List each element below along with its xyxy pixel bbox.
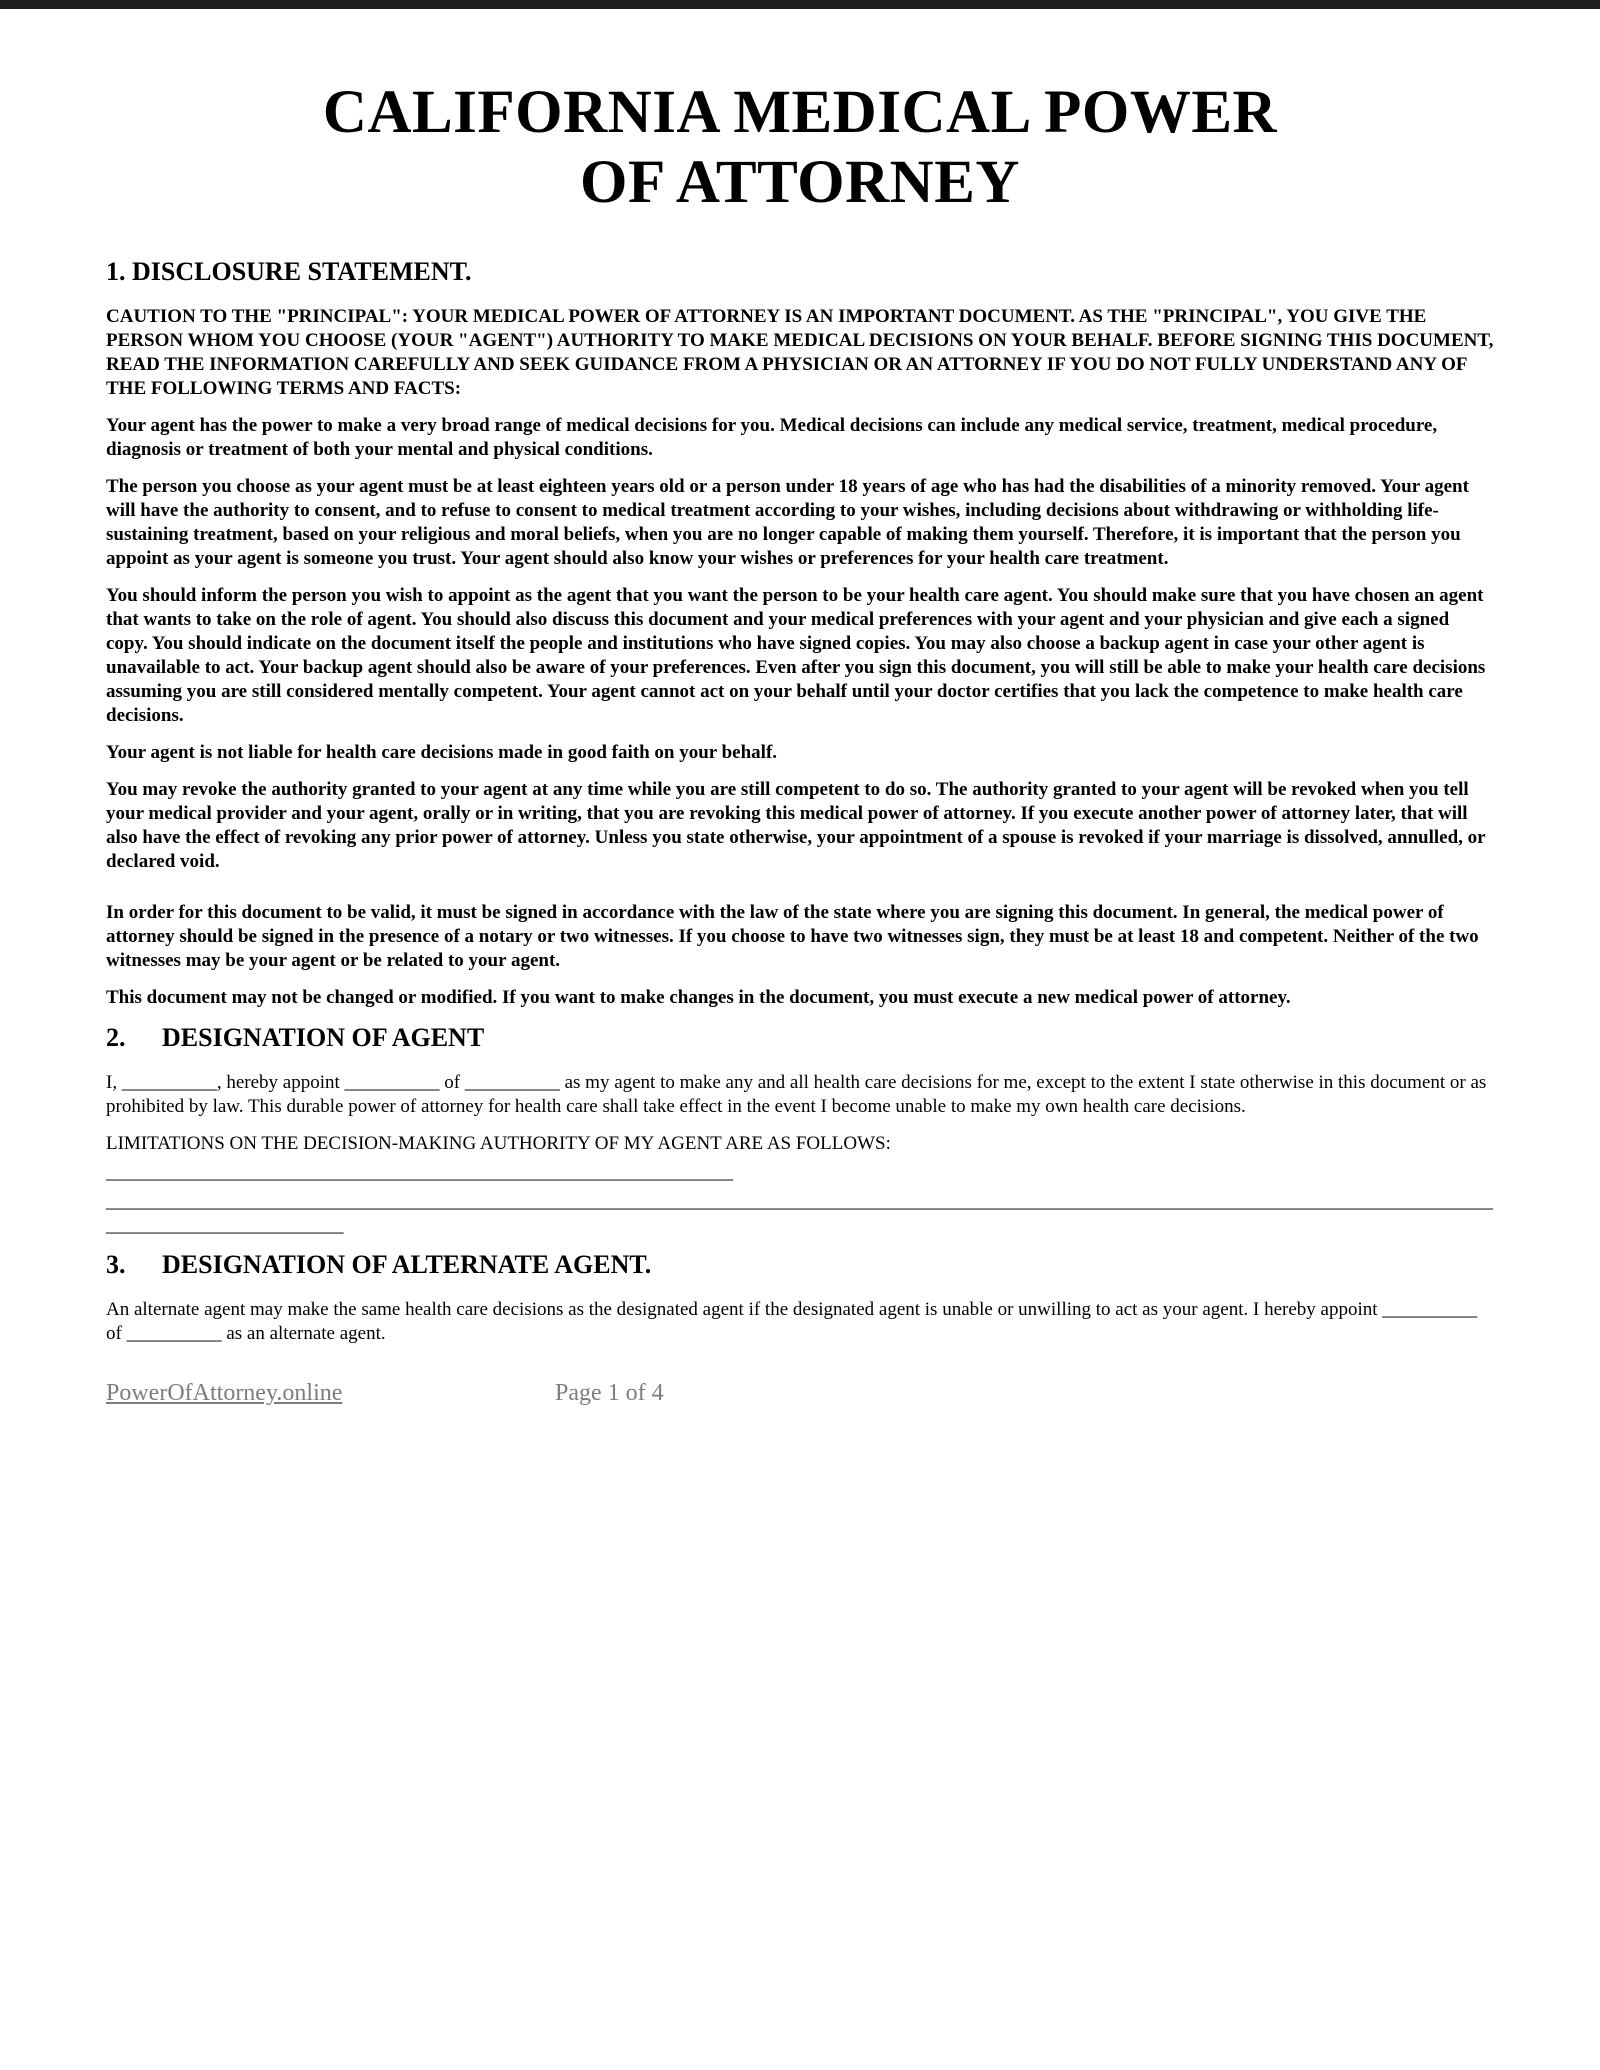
section-3-title: DESIGNATION OF ALTERNATE AGENT. xyxy=(162,1250,652,1280)
section-3-number: 3. xyxy=(106,1250,126,1280)
disclosure-caution-paragraph: CAUTION TO THE "PRINCIPAL": YOUR MEDICAL POWER OF ATTORNEY IS AN IMPORTANT DOCUMENT. AS THE "PRINCIPAL", YOU GIVE THE PERSON WHOM YOU CHOOSE (YOUR "AGENT") AUTHORITY TO MAKE MEDICAL DECISIONS ON YOUR BEHALF. BEFORE SIGNING THIS DOCUMENT, READ THE INFORMATION CAREFULLY AND SEEK GUIDANCE FROM A PHYSICIAN OR AN ATTORNEY IF YOU DO NOT FULLY UNDERSTAND ANY OF THE FOLLOWING TERMS AND FACTS: xyxy=(106,306,1494,400)
disclosure-paragraph-1: Your agent has the power to make a very broad range of medical decisions for you. Medical decisions can include any medical service, treatment, medical procedure, diagnosis or treatment of both your mental and physical conditions. xyxy=(106,415,1438,461)
section-1-heading: 1. DISCLOSURE STATEMENT. xyxy=(106,257,472,287)
disclosure-paragraph-3: You should inform the person you wish to appoint as the agent that you want the person to be your health care agent. You should make sure that you have chosen an agent that wants to take on the role of agent. You should also discuss this document and your medical preferences with your agent and your physician and give each a signed copy. You should indicate on the document itself the people and institutions who have signed copies. You may also choose a backup agent in case your other agent is unavailable to act. Your backup agent should also be aware of your preferences. Even after you sign this document, you will still be able to make your health care decisions assuming you are still considered mentally competent. Your agent cannot act on your behalf until your doctor certifies that you lack the competence to make health care decisions. xyxy=(106,585,1486,727)
limitations-label: LIMITATIONS ON THE DECISION-MAKING AUTHORITY OF MY AGENT ARE AS FOLLOWS: xyxy=(106,1133,891,1155)
section-2-title: DESIGNATION OF AGENT xyxy=(162,1023,485,1053)
disclosure-paragraph-2: The person you choose as your agent must be at least eighteen years old or a person under 18 years of age who has had the disabilities of a minority removed. Your agent will have the authority to consent, and to refuse to consent to medical treatment according to your wishes, including decisions about withdrawing or withholding life-sustaining treatment, based on your religious and moral beliefs, when you are no longer capable of making them yourself. Therefore, it is important that the person you appoint as your agent is someone you trust. Your agent should also know your wishes or preferences for your health care treatment. xyxy=(106,476,1469,570)
alternate-agent-paragraph: An alternate agent may make the same health care decisions as the designated agent if the designated agent is unable or unwilling to act as your agent. I hereby appoint __________ of __________ as an alternate agent. xyxy=(106,1299,1478,1345)
limitations-blank-line-1: __________________________________________________________________ xyxy=(106,1162,733,1184)
agent-designation-paragraph: I, __________, hereby appoint __________ of __________ as my agent to make any and all health care decisions for me, except to the extent I state otherwise in this document or as prohibited by law. This durable power of attorney for health care shall take effect in the event I become unable to make my own health care decisions. xyxy=(106,1072,1487,1118)
disclosure-paragraph-4: Your agent is not liable for health care decisions made in good faith on your behalf. xyxy=(106,742,778,764)
footer-page-indicator: Page 1 of 4 xyxy=(555,1380,664,1407)
document-title: CALIFORNIA MEDICAL POWER OF ATTORNEY xyxy=(322,79,1278,216)
disclosure-paragraph-6: In order for this document to be valid, it must be signed in accordance with the law of the state where you are signing this document. In general, the medical power of attorney should be signed in the presence of a notary or two witnesses. If you choose to have two witnesses sign, they must be at least 18 and competent. Neither of the two witnesses may be your agent or be related to your agent. xyxy=(106,902,1479,972)
section-3-heading xyxy=(106,1250,1494,1280)
footer-site-link[interactable]: PowerOfAttorney.online xyxy=(106,1380,343,1407)
disclosure-paragraph-5: You may revoke the authority granted to your agent at any time while you are still competent to do so. The authority granted to your agent will be revoked when you tell your medical provider and your agent, orally or in writing, that you are revoking this medical power of attorney. If you execute another power of attorney later, that will also have the effect of revoking any prior power of attorney. Unless you state otherwise, your appointment of a spouse is revoked if your marriage is dissolved, annulled, or declared void. xyxy=(106,779,1486,873)
page-top-border xyxy=(0,0,1600,9)
section-2-number: 2. xyxy=(106,1023,126,1053)
limitations-blank-line-2: ___________________________________________________________________________________________________________________________________________________________________________ xyxy=(106,1191,1493,1237)
section-2-heading xyxy=(106,1023,1494,1053)
disclosure-paragraph-7: This document may not be changed or modified. If you want to make changes in the document, you must execute a new medical power of attorney. xyxy=(106,987,1291,1009)
page-footer xyxy=(106,1380,1494,1414)
